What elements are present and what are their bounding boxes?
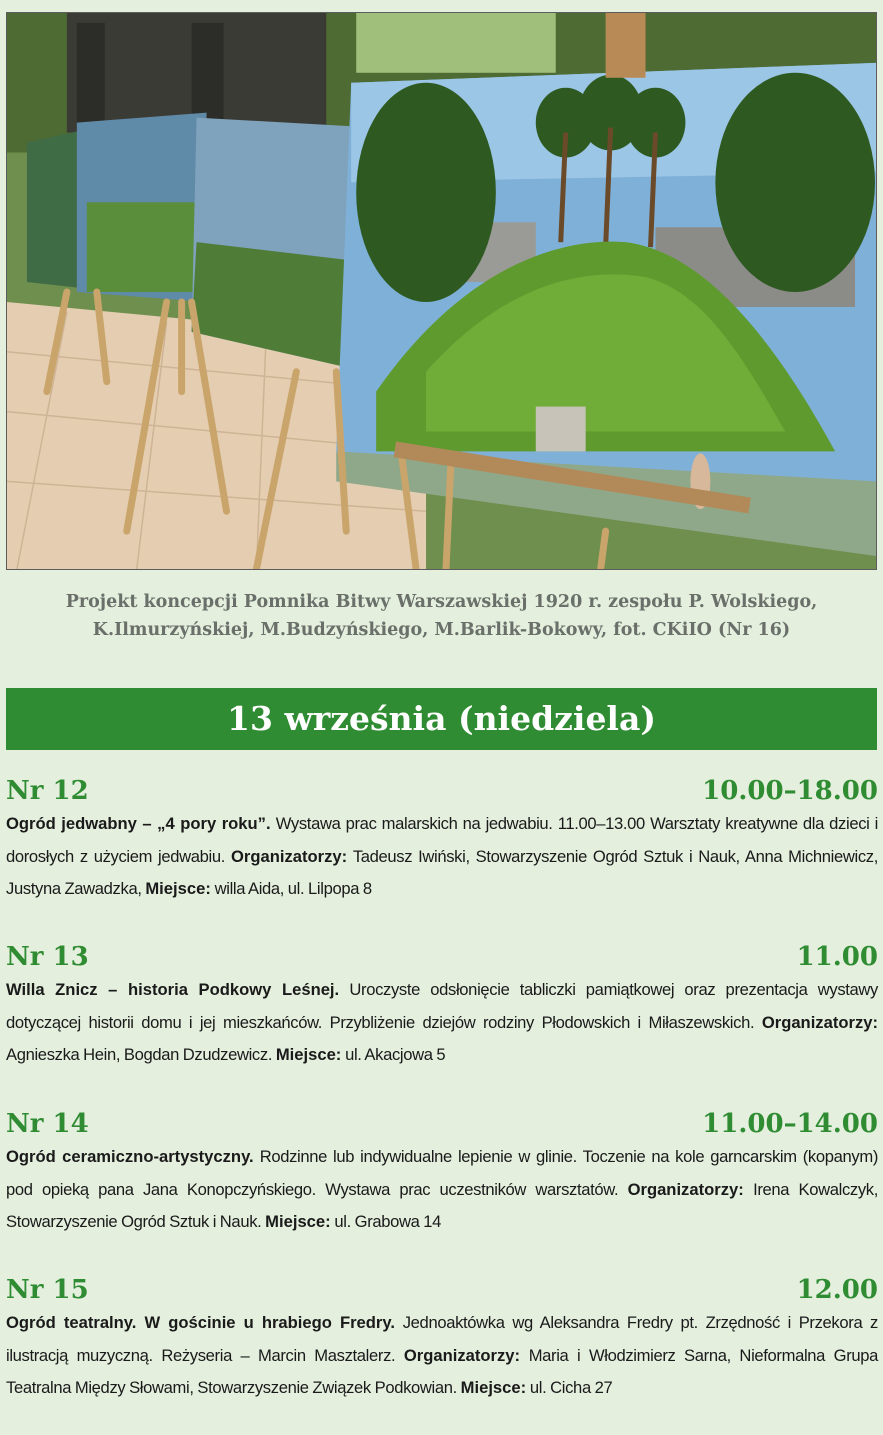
place: ul. Akacjowa 5 xyxy=(345,1045,446,1064)
event-header xyxy=(6,940,878,974)
event-time: 11.00–14.00 xyxy=(702,1109,878,1139)
event-header xyxy=(6,774,878,808)
organizers-label: Organizatorzy: xyxy=(627,1179,744,1199)
event-time: 12.00 xyxy=(796,1275,878,1305)
event-text: Uroczyste odsłonięcie tabliczki pamiątkowej oraz prezentacja wystawy dotyczącej historii domu i jej mieszkańców. Przybliżenie dziejów rodziny Płodowskich i Miłaszewskich. xyxy=(6,980,878,1032)
event-item xyxy=(6,1273,878,1405)
event-number: Nr 13 xyxy=(6,942,89,972)
event-number: Nr 14 xyxy=(6,1109,89,1139)
event-text: Rodzinne lub indywidualne lepienie w glinie. Toczenie na kole garncarskim (kopanym) pod opieką pana Jana Konopczyńskiego. Wystawa prac uczestników warsztatów. xyxy=(6,1147,878,1199)
place-label: Miejsce: xyxy=(145,879,211,898)
event-description xyxy=(6,974,878,1072)
place: ul. Cicha 27 xyxy=(529,1378,613,1397)
event-description xyxy=(6,1307,878,1405)
organizers-label: Organizatorzy: xyxy=(230,846,348,866)
event-text: Wystawa prac malarskich na jedwabiu. 11.00–13.00 Warsztaty kreatywne dla dzieci i dorosłych z użyciem jedwabiu. xyxy=(6,814,878,866)
caption-line-1: Projekt koncepcji Pomnika Bitwy Warszawskiej 1920 r. zespołu P. Wolskiego, xyxy=(65,592,818,612)
photo-caption xyxy=(0,588,883,644)
organizers: Tadeusz Iwiński, Stowarzyszenie Ogród Sztuk i Nauk, Anna Michniewicz, Justyna Zawadzka, xyxy=(6,846,879,898)
event-title: Ogród jedwabny – „4 pory roku”. xyxy=(6,814,271,833)
event-photo xyxy=(6,12,877,570)
photo-paintings-on-easels xyxy=(7,13,876,569)
event-time: 10.00–18.00 xyxy=(702,776,878,806)
organizers: Irena Kowalczyk, Stowarzyszenie Ogród Sztuk i Nauk. xyxy=(6,1179,879,1231)
place-label: Miejsce: xyxy=(275,1045,342,1064)
place: willa Aida, ul. Lilpopa 8 xyxy=(214,879,372,898)
event-time: 11.00 xyxy=(796,942,878,972)
organizers-label: Organizatorzy: xyxy=(761,1012,879,1032)
event-item xyxy=(6,1107,878,1239)
event-number: Nr 12 xyxy=(6,776,89,806)
organizers: Maria i Włodzimierz Sarna, Nieformalna Grupa Teatralna Między Słowami, Stowarzyszenie Związek Podkowian. xyxy=(6,1345,879,1397)
event-title: Willa Znicz – historia Podkowy Leśnej. xyxy=(6,980,340,999)
organizers-label: Organizatorzy: xyxy=(403,1345,521,1365)
event-title: Ogród teatralny. W gościnie u hrabiego Fredry. xyxy=(6,1313,395,1332)
event-number: Nr 15 xyxy=(6,1275,89,1305)
place: ul. Grabowa 14 xyxy=(334,1212,442,1231)
event-text: Jednoaktówka wg Aleksandra Fredry pt. Zrzędność i Przekora z ilustracją muzyczną. Reżyseria – Marcin Masztalerz. xyxy=(6,1313,878,1365)
event-description xyxy=(6,1141,878,1239)
day-header: 13 września (niedziela) xyxy=(6,688,877,750)
place-label: Miejsce: xyxy=(265,1212,331,1231)
event-item xyxy=(6,940,878,1072)
caption-line-2: K.Ilmurzyńskiej, M.Budzyńskiego, M.Barlik-Bokowy, fot. CKiIO (Nr 16) xyxy=(92,620,791,640)
event-header xyxy=(6,1273,878,1307)
event-title: Ogród ceramiczno-artystyczny. xyxy=(6,1147,254,1166)
event-description xyxy=(6,808,878,906)
event-header xyxy=(6,1107,878,1141)
place-label: Miejsce: xyxy=(460,1378,527,1397)
event-item xyxy=(6,774,878,906)
organizers: Agnieszka Hein, Bogdan Dzudzewicz. xyxy=(6,1045,273,1064)
